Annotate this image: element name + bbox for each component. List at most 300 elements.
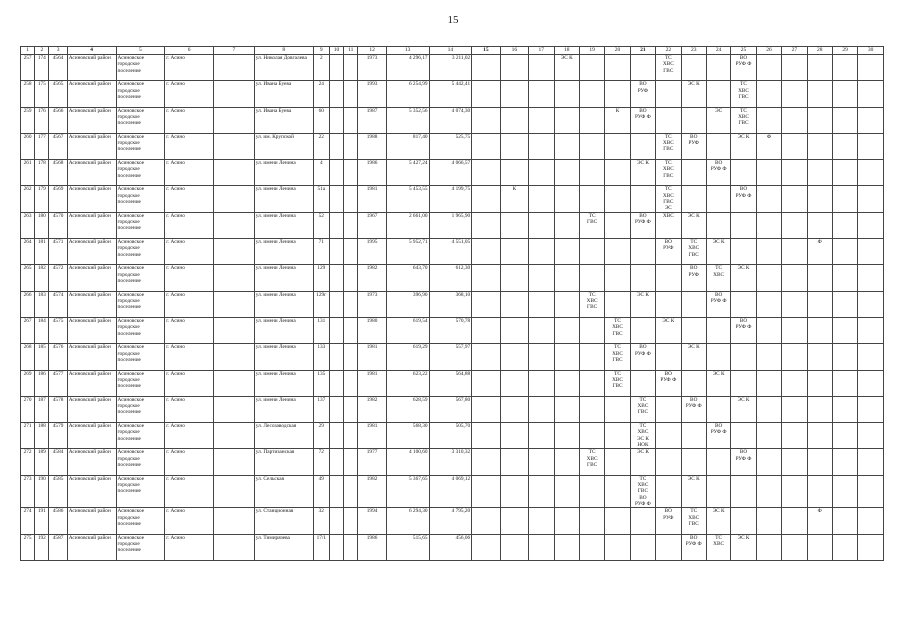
cell-line: ГВС	[738, 120, 749, 127]
cell-col-9: 135	[313, 370, 329, 396]
cell-col-25	[731, 107, 756, 133]
cell-col-1: 260	[21, 133, 35, 159]
cell-col-30	[858, 186, 884, 212]
cell-col-22	[656, 239, 681, 265]
cell-line: ХВС	[612, 350, 623, 357]
cell-col-12: 1967	[358, 212, 386, 238]
cell-col-1: 271	[21, 423, 35, 449]
cell-col-30	[858, 265, 884, 291]
cell-col-23	[681, 133, 706, 159]
cell-col-23: ЭС К	[681, 475, 706, 507]
cell-col-23: ЭС К	[681, 81, 706, 107]
cell-col-3: 4587	[49, 534, 67, 560]
cell-line: РУФ Ф	[735, 192, 752, 199]
cell-line: ГВС	[663, 199, 674, 206]
cell-col-2: 183	[35, 291, 49, 317]
housing-register-table	[20, 46, 884, 561]
cell-col-4: Асиновский район	[67, 449, 116, 475]
cell-line: ГВС	[587, 304, 598, 311]
cell-col-10	[329, 423, 343, 449]
cell-col-29	[832, 291, 857, 317]
cell-col-14: 4 199,75	[429, 186, 472, 212]
cell-line: ТС	[664, 55, 672, 61]
cell-line: ХВС	[688, 514, 700, 521]
cell-col-2: 188	[35, 423, 49, 449]
cell-col-9: 2	[313, 55, 329, 81]
cell-line: ВО	[639, 81, 647, 88]
cell-col-4: Асиновский район	[67, 508, 116, 534]
cell-col-28	[807, 133, 832, 159]
cell-col-13: 6 294,30	[386, 508, 429, 534]
cell-col-30	[858, 239, 884, 265]
cell-col-22: ЭС К	[656, 317, 681, 343]
cell-line: ГВС	[587, 219, 598, 226]
cell-col-12: 1982	[358, 265, 386, 291]
cell-col-7	[214, 508, 255, 534]
cell-col-12: 1981	[358, 344, 386, 370]
cell-line: ВО	[664, 508, 672, 515]
cell-col-1: 270	[21, 396, 35, 422]
cell-col-14: 4 551,05	[429, 239, 472, 265]
page-number: 15	[447, 14, 459, 26]
cell-col-8: ул. имени Ленина	[254, 265, 313, 291]
cell-col-30	[858, 81, 884, 107]
cell-col-30	[858, 344, 884, 370]
cell-line: ХВС	[713, 540, 725, 547]
cell-col-24: ЭС К	[706, 370, 730, 396]
cell-col-15	[472, 81, 500, 107]
cell-col-4: Асиновский район	[67, 81, 116, 107]
cell-line: РУФ	[688, 271, 699, 278]
cell-col-28	[807, 396, 832, 422]
cell-line: ВО	[739, 186, 748, 193]
cell-col-1: 266	[21, 291, 35, 317]
cell-col-16	[500, 423, 528, 449]
cell-col-21	[630, 133, 655, 159]
cell-col-26	[756, 449, 781, 475]
cell-col-6: г. Асино	[165, 107, 214, 133]
cell-col-22	[656, 186, 681, 212]
col-header: 6	[165, 47, 214, 55]
cell-col-12: 1981	[358, 423, 386, 449]
cell-line: ХВС	[612, 324, 623, 331]
cell-col-10	[329, 317, 343, 343]
cell-line: ВО	[690, 265, 698, 272]
col-header: 10	[329, 47, 343, 55]
cell-col-27	[782, 212, 807, 238]
cell-line: РУФ Ф	[634, 113, 651, 120]
cell-col-5: Асиновское городское поселение	[116, 291, 165, 317]
cell-col-28: Ф	[807, 239, 832, 265]
cell-col-16	[500, 449, 528, 475]
cell-col-10	[329, 508, 343, 534]
cell-col-21	[630, 239, 655, 265]
cell-col-16	[500, 475, 528, 507]
cell-col-12: 1995	[358, 239, 386, 265]
cell-line: ЭС К	[636, 435, 649, 442]
cell-col-16: К	[500, 186, 528, 212]
cell-col-7	[214, 160, 255, 186]
cell-line: РУФ Ф	[634, 350, 651, 357]
table-row	[21, 317, 884, 343]
cell-col-20	[605, 265, 630, 291]
cell-col-14: 456,06	[429, 534, 472, 560]
cell-col-8: ул. Партизанская	[254, 449, 313, 475]
cell-col-4: Асиновский район	[67, 239, 116, 265]
cell-col-12: 1993	[358, 81, 386, 107]
cell-line: ГВС	[663, 146, 674, 153]
cell-line: РУФ Ф	[710, 166, 727, 173]
cell-col-17	[529, 475, 554, 507]
cell-col-26	[756, 55, 781, 81]
cell-col-20	[605, 239, 630, 265]
cell-col-19	[579, 212, 604, 238]
cell-col-17	[529, 423, 554, 449]
cell-col-25	[731, 370, 756, 396]
cell-col-28: Ф	[807, 508, 832, 534]
cell-col-26	[756, 475, 781, 507]
cell-col-24	[706, 265, 730, 291]
cell-col-15	[472, 186, 500, 212]
cell-col-22	[656, 133, 681, 159]
cell-col-27	[782, 291, 807, 317]
cell-col-26	[756, 534, 781, 560]
cell-col-29	[832, 265, 857, 291]
cell-col-2: 192	[35, 534, 49, 560]
cell-col-9: 22	[313, 133, 329, 159]
cell-col-1: 257	[21, 55, 35, 81]
cell-col-17	[529, 160, 554, 186]
cell-col-3: 4586	[49, 508, 67, 534]
cell-line: РУФ Ф	[710, 429, 727, 436]
table-row	[21, 508, 884, 534]
col-header: 30	[858, 47, 884, 55]
col-header: 20	[605, 47, 630, 55]
cell-col-6: г. Асино	[165, 291, 214, 317]
cell-col-8: ул. имени Ленина	[254, 212, 313, 238]
table-row	[21, 107, 884, 133]
table-row	[21, 534, 884, 560]
cell-col-17	[529, 344, 554, 370]
cell-col-15	[472, 265, 500, 291]
cell-col-29	[832, 534, 857, 560]
cell-col-26	[756, 396, 781, 422]
cell-line: ГВС	[612, 356, 623, 363]
col-header: 23	[681, 47, 706, 55]
cell-line: ГВС	[612, 330, 623, 337]
cell-col-29	[832, 133, 857, 159]
cell-line: ВО	[639, 212, 647, 219]
cell-col-2: 181	[35, 239, 49, 265]
cell-col-12: 1973	[358, 291, 386, 317]
col-header: 3	[49, 47, 67, 55]
cell-col-10	[329, 344, 343, 370]
cell-col-29	[832, 107, 857, 133]
cell-col-12: 1986	[358, 534, 386, 560]
cell-col-26	[756, 265, 781, 291]
col-header: 17	[529, 47, 554, 55]
table-row	[21, 133, 884, 159]
cell-col-14: 505,70	[429, 423, 472, 449]
cell-col-11	[344, 534, 358, 560]
cell-col-20	[605, 186, 630, 212]
cell-col-26	[756, 160, 781, 186]
cell-col-20	[605, 81, 630, 107]
cell-col-19	[579, 265, 604, 291]
cell-line: ХВС	[662, 192, 674, 199]
cell-col-14: 567,80	[429, 396, 472, 422]
cell-col-24	[706, 423, 730, 449]
cell-col-16	[500, 508, 528, 534]
cell-col-21	[630, 55, 655, 81]
cell-col-20	[605, 212, 630, 238]
cell-col-5: Асиновское городское поселение	[116, 133, 165, 159]
cell-col-18	[554, 508, 579, 534]
cell-col-14: 612,30	[429, 265, 472, 291]
cell-col-6: г. Асино	[165, 81, 214, 107]
cell-line: ХВС	[662, 140, 674, 147]
cell-col-1: 263	[21, 212, 35, 238]
cell-col-5: Асиновское городское поселение	[116, 423, 165, 449]
cell-col-10	[329, 396, 343, 422]
col-header: 12	[358, 47, 386, 55]
cell-col-16	[500, 317, 528, 343]
cell-col-2: 177	[35, 133, 49, 159]
cell-col-8: ул. Сельская	[254, 475, 313, 507]
cell-col-20	[605, 160, 630, 186]
cell-col-16	[500, 291, 528, 317]
cell-col-1: 268	[21, 344, 35, 370]
cell-line: ТС	[639, 475, 647, 482]
cell-line: ВО	[739, 317, 748, 324]
cell-col-15	[472, 344, 500, 370]
cell-col-8: ул. имени Ленина	[254, 317, 313, 343]
cell-col-13: 643,70	[386, 265, 429, 291]
cell-col-29	[832, 370, 857, 396]
cell-col-9: 71	[313, 239, 329, 265]
table-row	[21, 449, 884, 475]
cell-col-27	[782, 449, 807, 475]
cell-col-18	[554, 475, 579, 507]
cell-col-15	[472, 239, 500, 265]
cell-col-12: 1982	[358, 475, 386, 507]
cell-col-25	[731, 160, 756, 186]
cell-col-6: г. Асино	[165, 212, 214, 238]
cell-col-24	[706, 186, 730, 212]
table-row	[21, 475, 884, 507]
cell-col-1: 274	[21, 508, 35, 534]
cell-col-28	[807, 81, 832, 107]
cell-col-9: 60	[313, 107, 329, 133]
cell-col-23	[681, 186, 706, 212]
table-row	[21, 239, 884, 265]
cell-col-14: 4 069,12	[429, 475, 472, 507]
table-body	[21, 55, 884, 561]
cell-col-29	[832, 508, 857, 534]
cell-line: РУФ Ф	[685, 403, 702, 410]
cell-col-11	[344, 508, 358, 534]
cell-col-14: 368,10	[429, 291, 472, 317]
cell-line: ТС	[664, 133, 672, 140]
cell-line: НОК	[637, 442, 649, 449]
cell-col-28	[807, 265, 832, 291]
cell-line: ВО	[739, 55, 748, 61]
cell-col-4: Асиновский район	[67, 212, 116, 238]
cell-col-11	[344, 449, 358, 475]
cell-col-16	[500, 344, 528, 370]
cell-col-19	[579, 370, 604, 396]
cell-col-15	[472, 317, 500, 343]
cell-col-30	[858, 475, 884, 507]
col-header: 1	[21, 47, 35, 55]
cell-col-27	[782, 423, 807, 449]
cell-line: ХВС	[637, 482, 649, 489]
cell-col-20	[605, 55, 630, 81]
cell-col-13: 619,29	[386, 344, 429, 370]
cell-col-28	[807, 160, 832, 186]
cell-col-22	[656, 291, 681, 317]
cell-col-25	[731, 508, 756, 534]
cell-col-26	[756, 317, 781, 343]
cell-col-4: Асиновский район	[67, 107, 116, 133]
cell-col-29	[832, 239, 857, 265]
cell-col-22	[656, 107, 681, 133]
cell-col-28	[807, 291, 832, 317]
cell-col-25	[731, 291, 756, 317]
cell-col-30	[858, 160, 884, 186]
cell-col-7	[214, 55, 255, 81]
cell-col-29	[832, 317, 857, 343]
cell-col-18	[554, 423, 579, 449]
cell-line: ТС	[639, 423, 647, 430]
cell-col-25	[731, 212, 756, 238]
cell-col-17	[529, 291, 554, 317]
cell-line: ВО	[690, 534, 698, 541]
cell-col-18	[554, 239, 579, 265]
cell-col-3: 4584	[49, 449, 67, 475]
cell-col-2: 175	[35, 81, 49, 107]
cell-col-23	[681, 160, 706, 186]
cell-col-4: Асиновский район	[67, 370, 116, 396]
cell-line: РУФ	[688, 140, 699, 147]
cell-col-20	[605, 317, 630, 343]
cell-col-4: Асиновский район	[67, 344, 116, 370]
cell-col-6: г. Асино	[165, 475, 214, 507]
cell-col-2: 189	[35, 449, 49, 475]
cell-col-4: Асиновский район	[67, 317, 116, 343]
cell-col-9: 133	[313, 344, 329, 370]
header-row	[21, 47, 884, 55]
cell-col-5: Асиновское городское поселение	[116, 344, 165, 370]
cell-col-16	[500, 55, 528, 81]
cell-col-5: Асиновское городское поселение	[116, 55, 165, 81]
col-header: 29	[832, 47, 857, 55]
cell-col-7	[214, 449, 255, 475]
cell-col-13: 5 952,71	[386, 239, 429, 265]
cell-col-12: 1981	[358, 370, 386, 396]
cell-col-30	[858, 212, 884, 238]
cell-col-10	[329, 81, 343, 107]
cell-col-3: 4585	[49, 475, 67, 507]
cell-col-18: ЭС К	[554, 55, 579, 81]
cell-line: ВО	[639, 344, 647, 351]
cell-col-11	[344, 423, 358, 449]
cell-col-17	[529, 81, 554, 107]
table-row	[21, 370, 884, 396]
cell-col-14: 4 795,20	[429, 508, 472, 534]
cell-col-24	[706, 344, 730, 370]
cell-col-13: 4 296,17	[386, 55, 429, 81]
cell-col-3: 4571	[49, 239, 67, 265]
cell-col-17	[529, 133, 554, 159]
cell-line: РУФ	[663, 245, 674, 252]
cell-col-8: ул. имени Ленина	[254, 239, 313, 265]
cell-col-17	[529, 55, 554, 81]
cell-col-15	[472, 475, 500, 507]
cell-col-29	[832, 55, 857, 81]
cell-col-4: Асиновский район	[67, 55, 116, 81]
cell-col-21	[630, 81, 655, 107]
cell-col-22	[656, 396, 681, 422]
cell-col-27	[782, 107, 807, 133]
cell-col-8: ул. имени Ленина	[254, 396, 313, 422]
cell-col-30	[858, 107, 884, 133]
cell-col-10	[329, 370, 343, 396]
cell-col-28	[807, 212, 832, 238]
col-header: 8	[254, 47, 313, 55]
cell-col-5: Асиновское городское поселение	[116, 186, 165, 212]
cell-col-24: ЭС К	[706, 508, 730, 534]
cell-col-11	[344, 239, 358, 265]
cell-col-16	[500, 212, 528, 238]
cell-col-26	[756, 239, 781, 265]
cell-col-8: ул. имени Ленина	[254, 370, 313, 396]
cell-col-4: Асиновский район	[67, 534, 116, 560]
cell-col-27	[782, 239, 807, 265]
cell-col-17	[529, 212, 554, 238]
cell-col-11	[344, 133, 358, 159]
cell-col-26	[756, 423, 781, 449]
cell-col-21	[630, 475, 655, 507]
cell-col-9: 4	[313, 160, 329, 186]
cell-col-28	[807, 55, 832, 81]
cell-col-25	[731, 186, 756, 212]
cell-col-4: Асиновский район	[67, 133, 116, 159]
cell-line: ХВС	[662, 61, 674, 68]
cell-col-19	[579, 534, 604, 560]
cell-line: ГВС	[637, 488, 648, 495]
cell-line: ВО	[664, 370, 672, 377]
cell-col-24	[706, 212, 730, 238]
cell-col-14: 4 066,57	[429, 160, 472, 186]
cell-col-13: 568,30	[386, 423, 429, 449]
cell-line: РУФ Ф	[685, 540, 702, 547]
cell-col-13: 5 352,56	[386, 107, 429, 133]
cell-col-29	[832, 344, 857, 370]
cell-col-5: Асиновское городское поселение	[116, 81, 165, 107]
cell-col-7	[214, 317, 255, 343]
cell-col-1: 273	[21, 475, 35, 507]
cell-col-11	[344, 212, 358, 238]
cell-col-4: Асиновский район	[67, 423, 116, 449]
cell-col-28	[807, 317, 832, 343]
cell-col-1: 261	[21, 160, 35, 186]
table-row	[21, 81, 884, 107]
cell-col-25	[731, 344, 756, 370]
cell-col-21	[630, 344, 655, 370]
col-header: 26	[756, 47, 781, 55]
col-header: 9	[313, 47, 329, 55]
